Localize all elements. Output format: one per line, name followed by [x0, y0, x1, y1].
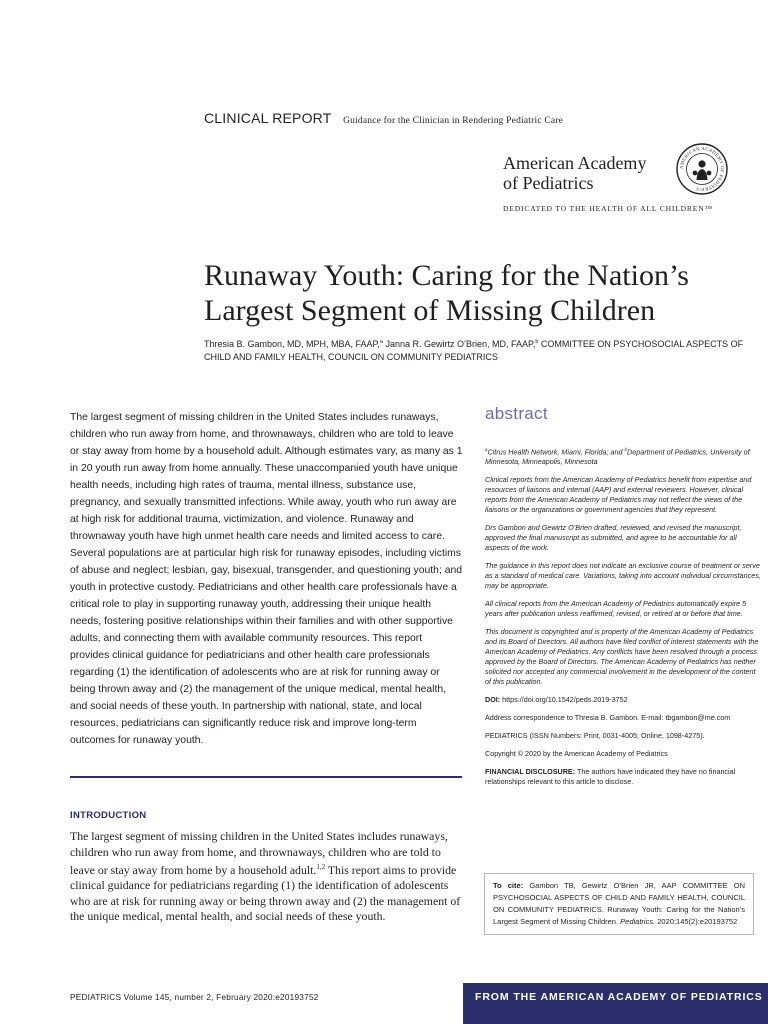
aap-logo-line2: of Pediatrics — [503, 173, 594, 193]
copyright-line: Copyright © 2020 by the American Academy of Pediatrics — [485, 749, 668, 759]
financial-disclosure — [485, 767, 763, 787]
aap-tagline: DEDICATED TO THE HEALTH OF ALL CHILDREN™ — [503, 204, 713, 213]
doi-line — [485, 695, 763, 705]
article-title-line2: Largest Segment of Missing Children — [204, 294, 656, 327]
cite-text: Gambon TB, Gewirtz O’Brien JR, AAP COMMITTEE ON PSYCHOSOCIAL ASPECTS OF CHILD AND FAMILY HEALTH, COUNCIL ON COMMUNITY PEDIATRICS. Runaway Youth: Caring for the Nation’s Largest Segment of Missing Children. — [493, 881, 745, 926]
affiliations — [485, 445, 763, 467]
aap-seal-icon — [676, 143, 728, 195]
report-subtitle: Guidance for the Clinician in Rendering Pediatric Care — [343, 116, 564, 126]
author-2: Janna R. Gewirtz O’Brien, MD, FAAP, — [382, 339, 536, 349]
report-type-header — [204, 110, 563, 127]
cite-ref: 2020;145(2):e20193752 — [655, 917, 738, 926]
reference-superscript[interactable]: 1,2 — [316, 863, 326, 871]
footer-journal-citation: PEDIATRICS Volume 145, number 2, February 2020:e20193752 — [70, 992, 319, 1002]
note-authors: Drs Gambon and Gewirtz O’Brien drafted, reviewed, and revised the manuscript, approved the final manuscript as submitted, and agree to be accountable for all aspects of the work. — [485, 523, 742, 553]
aap-logo-wordmark — [503, 153, 646, 193]
author-2-affiliation-mark: b — [535, 339, 539, 345]
footer-banner-text: FROM THE AMERICAN ACADEMY OF PEDIATRICS — [475, 991, 763, 1003]
author-1: Thresia B. Gambon, MD, MPH, MBA, FAAP, — [204, 339, 380, 349]
abstract-divider — [70, 776, 462, 778]
affiliation-b-mark: b — [624, 447, 628, 452]
financial-disclosure-text: The authors have indicated they have no financial relationships relevant to this article to disclose. — [485, 767, 736, 787]
correspondence: Address correspondence to Thresia B. Gambon. E-mail: tbgambon@me.com — [485, 713, 731, 723]
financial-disclosure-label: FINANCIAL DISCLOSURE: — [485, 767, 576, 777]
doi-link[interactable]: https://doi.org/10.1542/peds.2019-3752 — [500, 695, 628, 705]
report-kind: CLINICAL REPORT — [204, 110, 332, 126]
article-sidebar — [485, 445, 763, 795]
doi-label: DOI: — [485, 695, 501, 705]
article-title-line1: Runaway Youth: Caring for the Nation’s — [204, 259, 689, 292]
note-reviewers: Clinical reports from the American Academy of Pediatrics benefit from expertise and resources of liaisons and internal (AAP) and external reviewers. However, clinical reports from the American Academy of Pediatrics may not reflect the views of the liaisons or the organizations or government agencies that they represent. — [485, 475, 752, 515]
affiliation-b: Department of Pediatrics, University of Minnesota, Minneapolis, Minnesota — [485, 447, 750, 467]
affiliation-a: Citrus Health Network, Miami, Florida; and — [487, 447, 625, 457]
introduction-text — [70, 829, 466, 925]
abstract-text: The largest segment of missing children in the United States includes runaways, children who run away from home, and thrownaways, children who are told to leave or stay away from home by a household adult. Although estimates vary, as many as 1 in 20 youth run away from home annually. These unaccompanied youth have unique health needs, including high rates of trauma, mental illness, substance use, pregnancy, and sexually transmitted infections. While away, youth who run away are at high risk for additional trauma, victimization, and violence. Runaway and thrownaway youth have high unmet health care needs and limited access to care. Several populations are at particular high risk for runaway episodes, including victims of abuse and neglect; lesbian, gay, bisexual, transgender, and questioning youth; and youth in protective custody. Pediatricians and other health care professionals have a critical role to play in supporting runaway youth, addressing their unique health needs, fostering positive relationships within their families and with other supportive adults, and connecting them with available community resources. This report provides clinical guidance for pediatricians and other health care professionals regarding (1) the identification of adolescents who are at risk for running away or being thrown away and (2) the management of the unique medical, mental health, and social needs of these youth. In partnership with national, state, and local resources, pediatricians can significantly reduce risk and improve long-term outcomes for runaway youth. — [70, 412, 463, 746]
affiliation-a-mark: a — [485, 447, 488, 452]
introduction-heading: INTRODUCTION — [70, 810, 147, 821]
cite-label: To cite: — [493, 881, 524, 890]
author-list — [204, 336, 744, 364]
aap-logo-line1: American Academy — [503, 153, 647, 173]
note-guidance: The guidance in this report does not indicate an exclusive course of treatment or serve as a standard of medical care. Variations, taking into account individual circumstances, may be appropriate. — [485, 561, 761, 591]
author-committee: COMMITTEE ON PSYCHOSOCIAL ASPECTS OF CHILD AND FAMILY HEALTH, COUNCIL ON COMMUNITY PEDIATRICS — [204, 339, 744, 362]
author-1-affiliation-mark: a — [379, 339, 383, 345]
introduction-text-part1: The largest segment of missing children in the United States includes runaways, children who run away from home, and thrownaways, children who are told to leave or stay away from home by a household adult. — [70, 829, 448, 877]
note-expiry: All clinical reports from the American Academy of Pediatrics automatically expire 5 years after publication unless reaffirmed, revised, or retired at or before that time. — [485, 599, 747, 619]
issn-line: PEDIATRICS (ISSN Numbers: Print, 0031-4005; Online, 1098-4275). — [485, 731, 705, 741]
svg-text:AMERICAN ACADEMY OF PEDIATRICS: AMERICAN ACADEMY OF PEDIATRICS — [678, 145, 726, 193]
article-title — [204, 258, 752, 328]
introduction-text-part2: This report aims to provide clinical guidance for pediatricians regarding (1) the identification of adolescents who are at risk for running away or being thrown away and (2) the management of the unique medical, mental health, and social needs of these youth. — [70, 862, 461, 924]
cite-box — [484, 873, 754, 935]
note-copyright: This document is copyrighted and is property of the American Academy of Pediatrics and its Board of Directors. All authors have filed conflict of interest statements with the American Academy of Pediatrics. Any conflicts have been resolved through a process approved by the Board of Directors. The American Academy of Pediatrics has neither solicited nor accepted any commercial involvement in the development of the content of this publication. — [485, 627, 759, 687]
cite-journal: Pediatrics. — [620, 917, 656, 926]
footer-banner — [463, 983, 768, 1024]
abstract-heading: abstract — [485, 404, 548, 423]
